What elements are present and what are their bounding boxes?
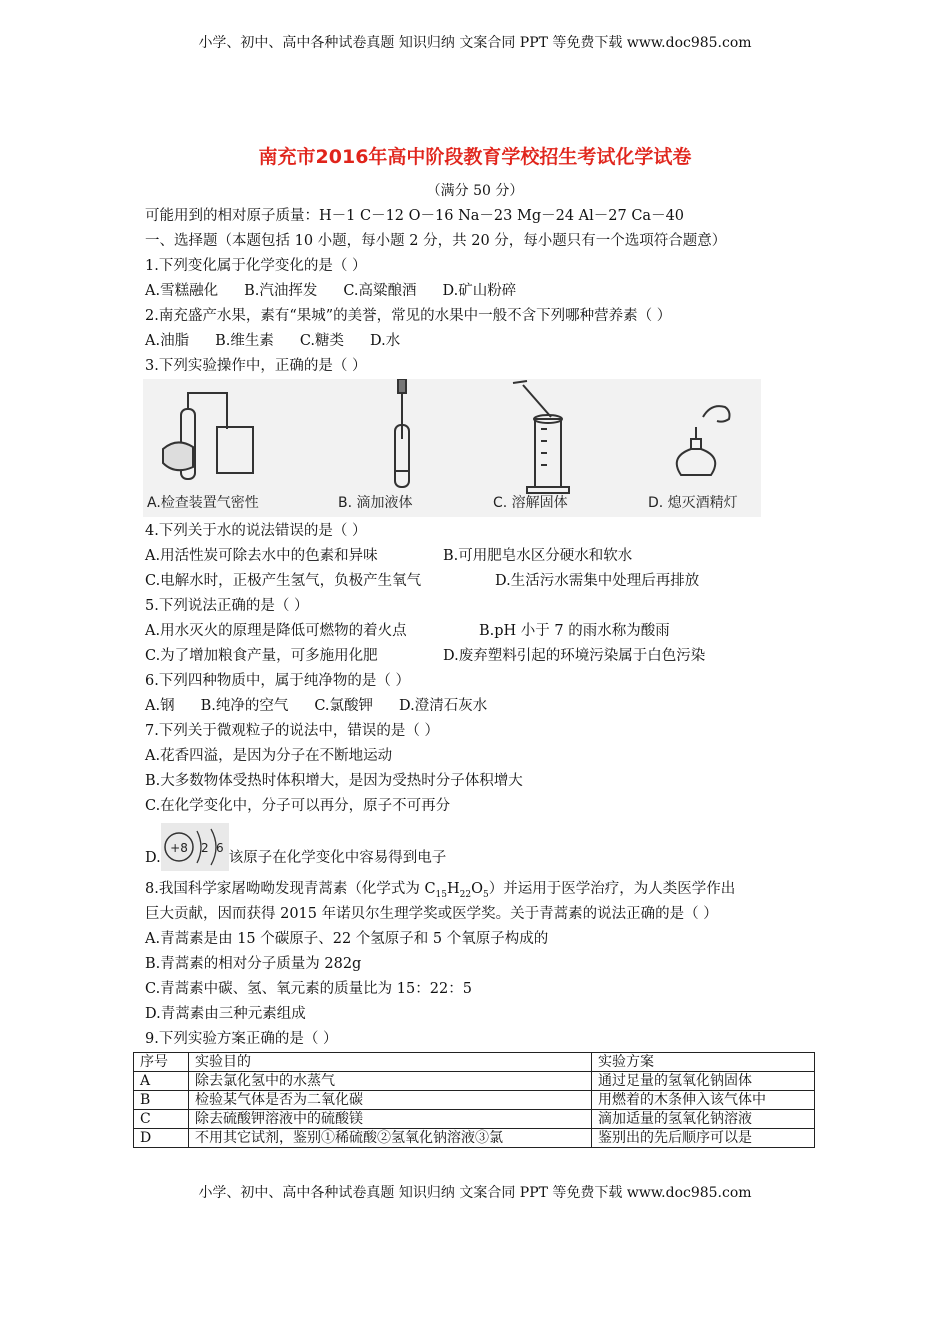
option: A.油脂 (145, 333, 190, 349)
question-4: 4.下列关于水的说法错误的是（ ） (145, 523, 367, 539)
table-cell: 鉴别出的先后顺序可以是 (592, 1129, 815, 1148)
atom-structure-diagram (161, 823, 229, 871)
option: D.废弃塑料引起的环境污染属于白色污染 (443, 648, 706, 664)
full-score: （满分 50 分） (426, 183, 524, 199)
option: D.青蒿素由三种元素组成 (145, 1006, 306, 1022)
question-7-option-d (145, 819, 820, 877)
table-header: 实验方案 (592, 1053, 815, 1072)
option: D.水 (370, 333, 401, 349)
table-cell: D (134, 1129, 189, 1148)
option: A.雪糕融化 (145, 283, 219, 299)
section-heading: 一、选择题（本题包括 10 小题，每小题 2 分，共 20 分，每小题只有一个选项符合题意） (145, 233, 727, 249)
table-cell: 除去硫酸钾溶液中的硫酸镁 (189, 1110, 592, 1129)
subscript: 22 (459, 889, 472, 900)
exam-content (140, 204, 820, 1148)
experiment-table (133, 1052, 815, 1148)
option: B.pH 小于 7 的雨水称为酸雨 (479, 623, 670, 639)
question-5-options-ab (145, 619, 820, 644)
question-1-options (145, 279, 820, 304)
option: A.用活性炭可除去水中的色素和异味 (145, 548, 378, 564)
question-3: 3.下列实验操作中，正确的是（ ） (145, 358, 367, 374)
option-letter: D. (145, 850, 161, 866)
page-title: 南充市2016年高中阶段教育学校招生考试化学试卷 (258, 146, 692, 168)
option: D.矿山粉碎 (442, 283, 517, 299)
table-row (134, 1129, 815, 1148)
atom-shell-1: 2 (200, 841, 209, 855)
option: B.大多数物体受热时体积增大，是因为受热时分子体积增大 (145, 773, 523, 789)
option: B.纯净的空气 (200, 698, 289, 714)
page-footer: 小学、初中、高中各种试卷真题 知识归纳 文案合同 PPT 等免费下载 www.doc985.com (198, 1185, 752, 1201)
question-9: 9.下列实验方案正确的是（ ） (145, 1031, 338, 1047)
element-h: H (447, 881, 460, 897)
page-header: 小学、初中、高中各种试卷真题 知识归纳 文案合同 PPT 等免费下载 www.doc985.com (198, 35, 752, 51)
table-cell: 滴加适量的氢氧化钠溶液 (592, 1110, 815, 1129)
option: C.为了增加粮食产量，可多施用化肥 (145, 648, 378, 664)
question-1: 1.下列变化属于化学变化的是（ ） (145, 258, 367, 274)
option: C.糖类 (299, 333, 345, 349)
atom-shell-2: 6 (215, 841, 224, 855)
option: C.电解水时，正极产生氢气，负极产生氧气 (145, 573, 422, 589)
option: A.钢 (145, 698, 175, 714)
subscript: 15 (435, 889, 447, 900)
atom-diagram-graphic (161, 823, 229, 871)
question-8-stem-post: ）并运用于医学治疗，为人类医学作出 (488, 881, 736, 897)
option: C.在化学变化中，分子可以再分，原子不可再分 (145, 798, 451, 814)
atom-nucleus-label: +8 (169, 841, 188, 855)
question-6: 6.下列四种物质中，属于纯净物的是（ ） (145, 673, 410, 689)
table-header: 实验目的 (189, 1053, 592, 1072)
figure-label-d: D. 熄灭酒精灯 (648, 495, 738, 511)
option: A.青蒿素是由 15 个碳原子、22 个氢原子和 5 个氧原子构成的 (145, 931, 549, 947)
subscript: 5 (483, 889, 489, 900)
question-2: 2.南充盛产水果，素有“果城”的美誉，常见的水果中一般不含下列哪种营养素（ ） (145, 308, 672, 324)
figure-label-c: C. 溶解固体 (493, 495, 568, 511)
option: B.可用肥皂水区分硬水和软水 (443, 548, 633, 564)
question-7: 7.下列关于微观粒子的说法中，错误的是（ ） (145, 723, 439, 739)
table-cell: C (134, 1110, 189, 1129)
atomic-masses: 可能用到的相对原子质量：H－1 C－12 O－16 Na－23 Mg－24 Al－27 Ca－40 (145, 208, 685, 224)
figure-label-a: A.检查装置气密性 (147, 495, 259, 511)
question-6-options (145, 694, 820, 719)
table-header-row (134, 1053, 815, 1072)
table-header: 序号 (134, 1053, 189, 1072)
option: A.用水灭火的原理是降低可燃物的着火点 (145, 623, 407, 639)
table-row (134, 1072, 815, 1091)
option: B.维生素 (215, 333, 274, 349)
option: D.澄清石灰水 (399, 698, 488, 714)
table-row (134, 1091, 815, 1110)
option: 该原子在化学变化中容易得到电子 (228, 850, 447, 866)
question-4-options-cd (145, 569, 820, 594)
option: C.氯酸钾 (314, 698, 374, 714)
question-8-line-1 (145, 877, 820, 902)
table-cell: A (134, 1072, 189, 1091)
option: B.青蒿素的相对分子质量为 282g (145, 956, 362, 972)
option: D.生活污水需集中处理后再排放 (495, 573, 700, 589)
table-cell: 用燃着的木条伸入该气体中 (592, 1091, 815, 1110)
table-row (134, 1110, 815, 1129)
table-cell: B (134, 1091, 189, 1110)
figure-label-b: B. 滴加液体 (338, 495, 413, 511)
option: B.汽油挥发 (244, 283, 318, 299)
question-5: 5.下列说法正确的是（ ） (145, 598, 309, 614)
question-4-options-ab (145, 544, 820, 569)
question-2-options (145, 329, 820, 354)
table-cell: 通过足量的氢氧化钠固体 (592, 1072, 815, 1091)
question-8-line-2: 巨大贡献，因而获得 2015 年诺贝尔生理学奖或医学奖。关于青蒿素的说法正确的是（ ） (145, 906, 718, 922)
element-o: O (471, 881, 483, 897)
option: A.花香四溢，是因为分子在不断地运动 (145, 748, 393, 764)
lab-operations-figure (143, 379, 761, 517)
question-8-stem-pre: 8.我国科学家屠呦呦发现青蒿素（化学式为 C (145, 881, 436, 897)
table-cell: 检验某气体是否为二氧化碳 (189, 1091, 592, 1110)
option: C.青蒿素中碳、氢、氧元素的质量比为 15：22：5 (145, 981, 472, 997)
table-cell: 不用其它试剂，鉴别①稀硫酸②氢氧化钠溶液③氯 (189, 1129, 592, 1148)
table-cell: 除去氯化氢中的水蒸气 (189, 1072, 592, 1091)
option: C.高粱酿酒 (343, 283, 417, 299)
question-5-options-cd (145, 644, 820, 669)
